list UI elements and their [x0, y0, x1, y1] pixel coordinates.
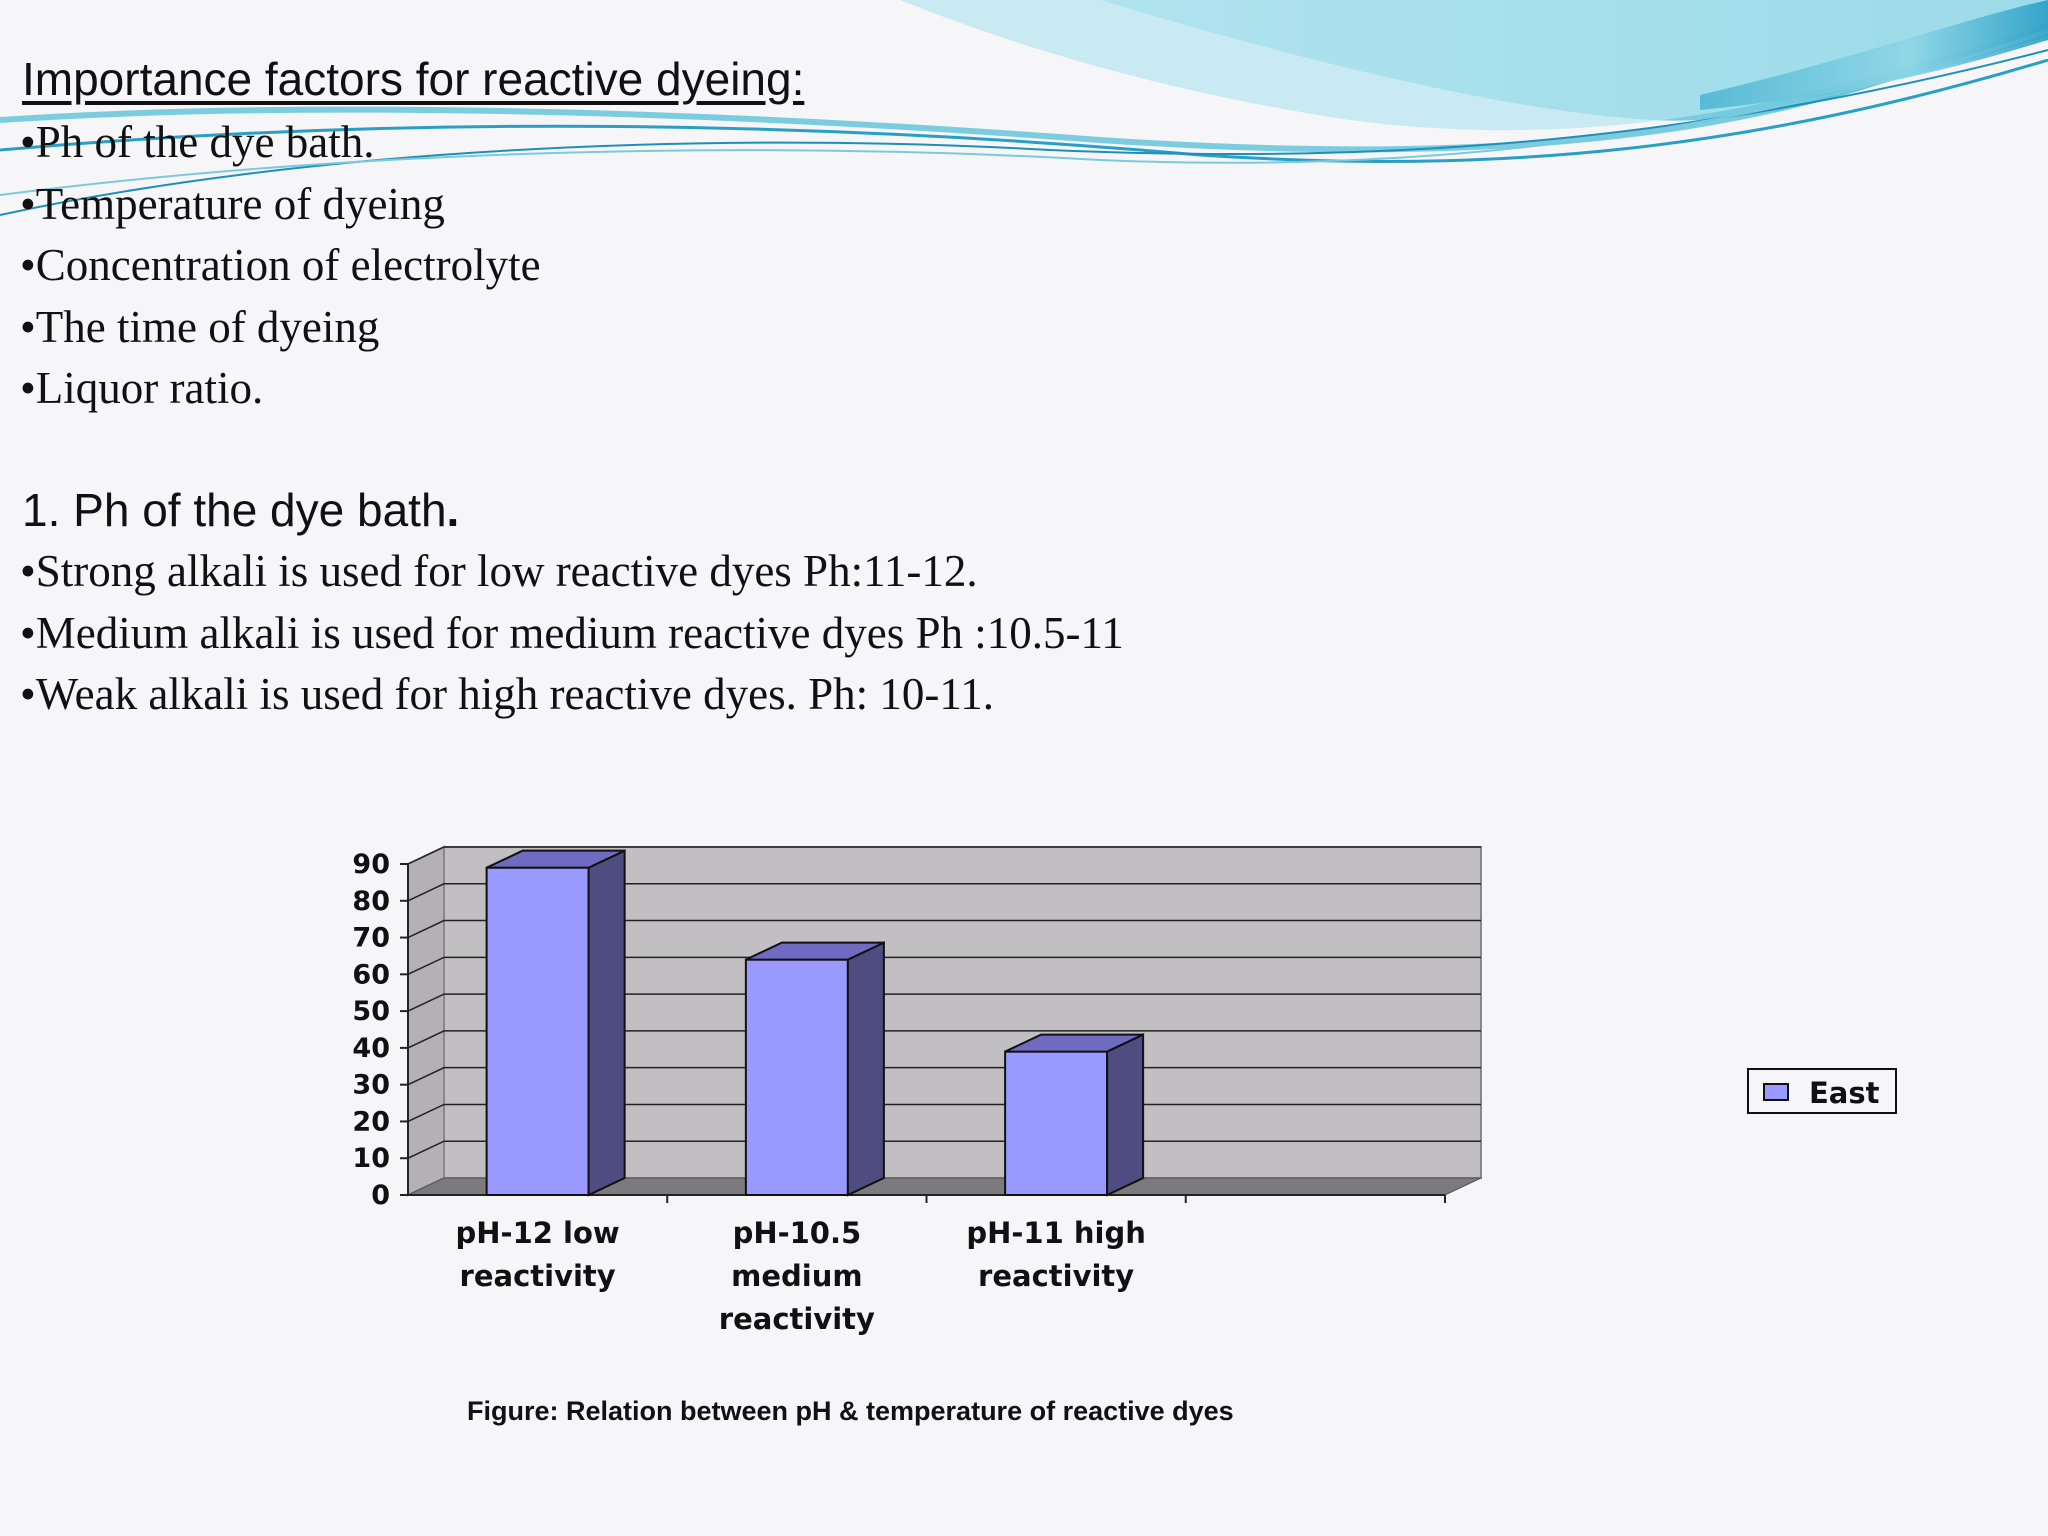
- bar-side: [848, 943, 884, 1195]
- plot-side-wall: [408, 847, 444, 1195]
- list-item: •Ph of the dye bath.: [20, 117, 375, 167]
- x-category-label: reactivity: [718, 1302, 875, 1336]
- legend-label: East: [1809, 1076, 1880, 1110]
- figure-caption: Figure: Relation between pH & temperature of reactive dyes: [467, 1396, 1234, 1426]
- x-category-label: medium: [731, 1259, 863, 1293]
- x-category-label: reactivity: [978, 1259, 1135, 1293]
- y-tick-label: 10: [352, 1143, 390, 1175]
- chart-legend: [1747, 1068, 1897, 1114]
- slide-title: Importance factors for reactive dyeing:: [22, 53, 805, 105]
- x-category-label: reactivity: [459, 1259, 616, 1293]
- list-item: •Liquor ratio.: [20, 363, 264, 413]
- bar: [1005, 1052, 1107, 1195]
- y-tick-label: 20: [352, 1106, 390, 1138]
- legend-swatch: [1763, 1083, 1789, 1101]
- y-tick-label: 40: [352, 1032, 390, 1064]
- bar-side: [1107, 1035, 1143, 1195]
- list-item: •Medium alkali is used for medium reactive dyes Ph :10.5-11: [20, 607, 1124, 658]
- list-item: •Weak alkali is used for high reactive dyes. Ph: 10-11.: [20, 669, 994, 719]
- list-item: •Strong alkali is used for low reactive dyes Ph:11-12.: [20, 546, 978, 596]
- bar: [746, 960, 848, 1195]
- list-item: •Concentration of electrolyte: [20, 240, 541, 290]
- section-heading-period: .: [446, 484, 460, 536]
- y-tick-label: 30: [352, 1069, 390, 1101]
- x-category-label: pH-11 high: [966, 1216, 1146, 1250]
- y-tick-label: 60: [352, 959, 390, 991]
- y-tick-label: 50: [352, 996, 390, 1028]
- y-tick-label: 80: [352, 885, 390, 917]
- bar-side: [589, 851, 625, 1195]
- list-item: •The time of dyeing: [20, 301, 380, 352]
- y-tick-label: 0: [371, 1180, 390, 1211]
- x-category-label: pH-10.5: [732, 1216, 862, 1250]
- y-tick-label: 90: [352, 849, 390, 880]
- bar: [487, 868, 589, 1195]
- section-heading-text: 1. Ph of the dye bath: [22, 484, 447, 536]
- x-category-label: pH-12 low: [455, 1216, 620, 1250]
- y-tick-label: 70: [352, 922, 390, 954]
- list-item: •Temperature of dyeing: [20, 178, 445, 229]
